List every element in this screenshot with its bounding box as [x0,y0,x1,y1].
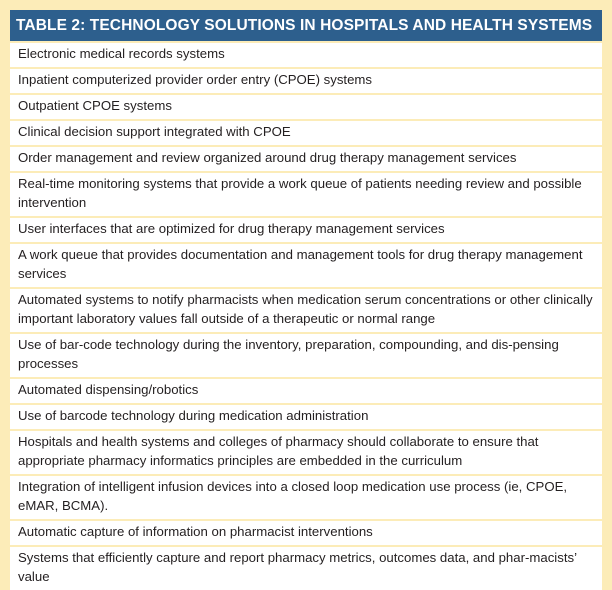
table-row: Use of bar-code technology during the inventory, preparation, compounding, and dis-pensing processes [10,332,602,377]
table-row: Systems that efficiently capture and report pharmacy metrics, outcomes data, and phar-macists’ value [10,545,602,590]
table-title: TABLE 2: TECHNOLOGY SOLUTIONS IN HOSPITALS AND HEALTH SYSTEMS [10,10,602,41]
table-row: Electronic medical records systems [10,41,602,67]
table-row: Clinical decision support integrated with CPOE [10,119,602,145]
table-row: Inpatient computerized provider order entry (CPOE) systems [10,67,602,93]
table-row: Use of barcode technology during medication administration [10,403,602,429]
table-body [10,41,602,590]
table-row: User interfaces that are optimized for drug therapy management services [10,216,602,242]
table-row: Outpatient CPOE systems [10,93,602,119]
table-row: Automated dispensing/robotics [10,377,602,403]
table-row: Automated systems to notify pharmacists when medication serum concentrations or other clinically important laboratory values fall outside of a therapeutic or normal range [10,287,602,332]
table-row: Real-time monitoring systems that provide a work queue of patients needing review and possible intervention [10,171,602,216]
table-row: Hospitals and health systems and colleges of pharmacy should collaborate to ensure that appropriate pharmacy informatics principles are embedded in the curriculum [10,429,602,474]
table-row: Automatic capture of information on pharmacist interventions [10,519,602,545]
table-row: A work queue that provides documentation and management tools for drug therapy management services [10,242,602,287]
table-row: Integration of intelligent infusion devices into a closed loop medication use process (ie, CPOE, eMAR, BCMA). [10,474,602,519]
table-row: Order management and review organized around drug therapy management services [10,145,602,171]
